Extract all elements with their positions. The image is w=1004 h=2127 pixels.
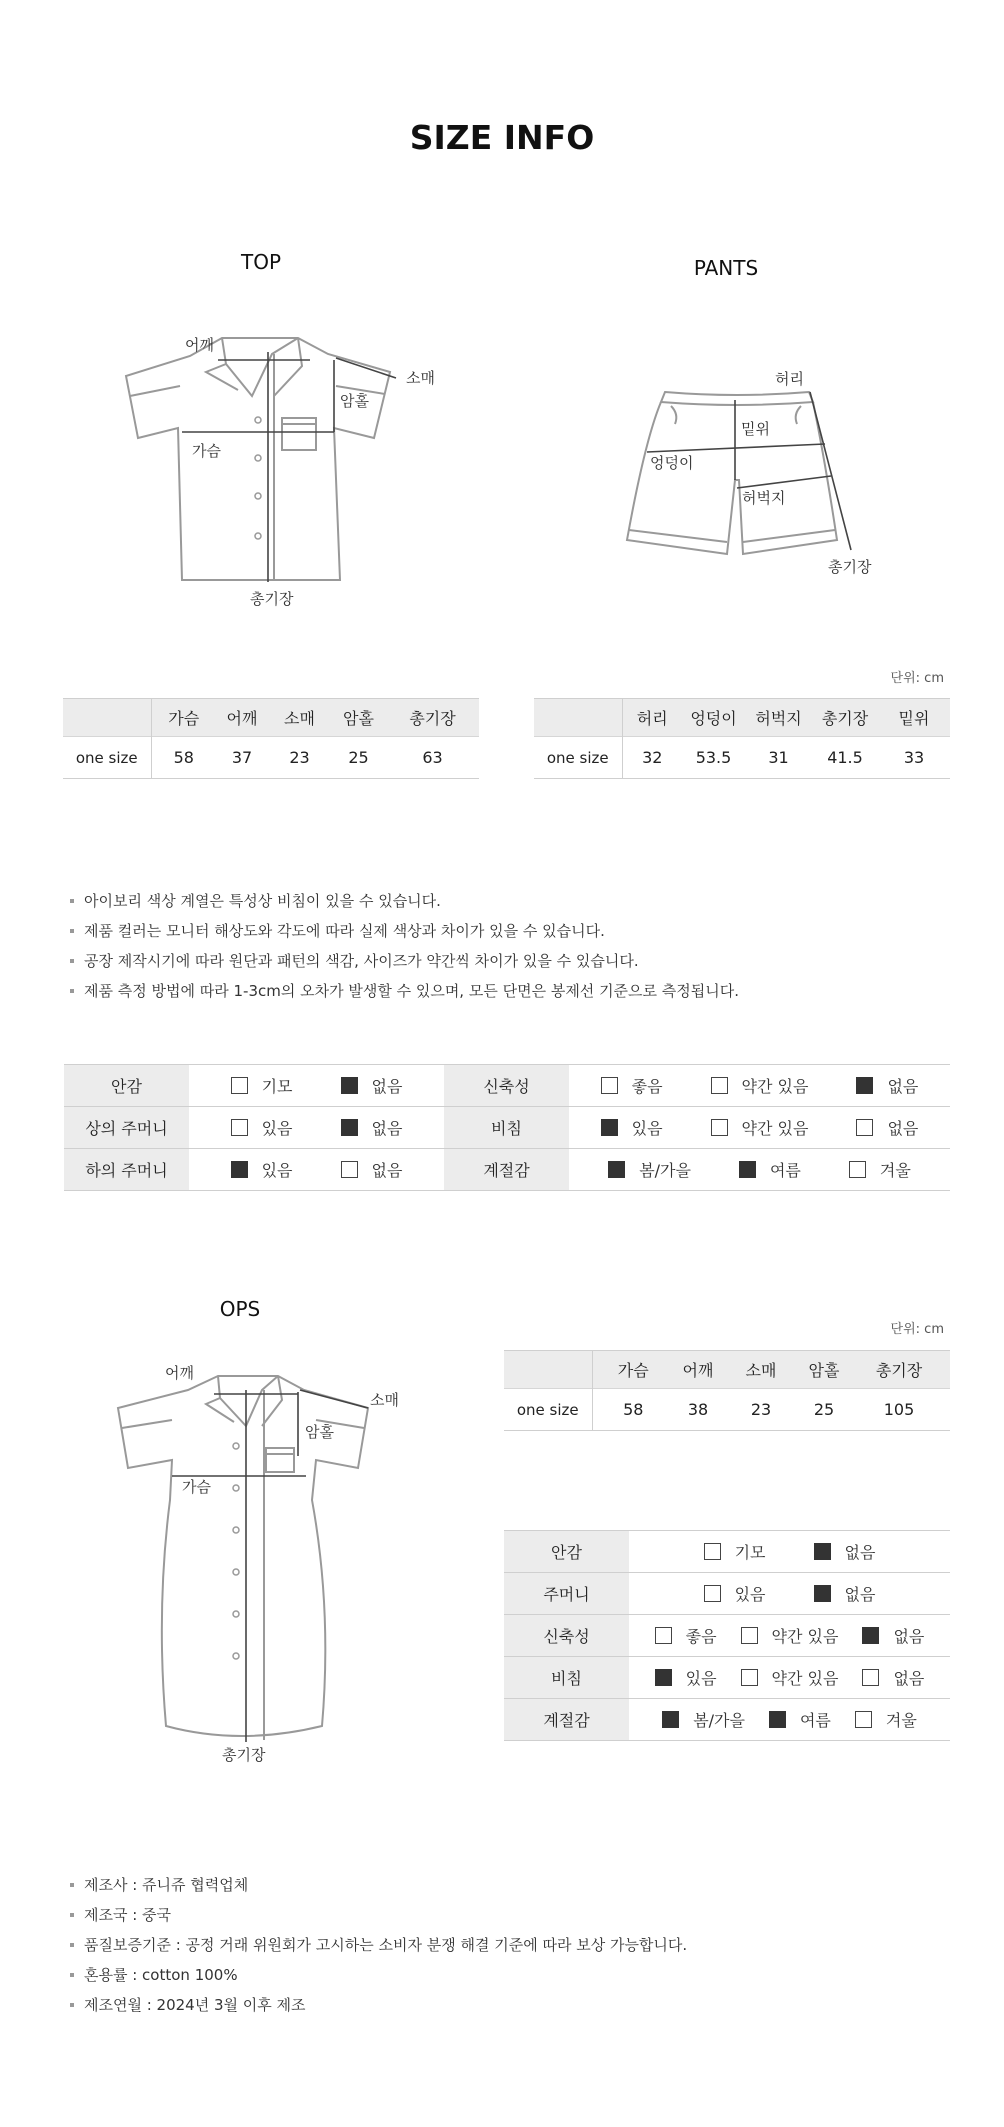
top-chest-label: 가슴 — [192, 442, 221, 460]
table-corner-cell — [534, 699, 622, 737]
list-item: 제품 측정 방법에 따라 1-3cm의 오차가 발생할 수 있으며, 모든 단면은 봉제선 기준으로 측정됩니다. — [70, 976, 739, 1006]
option-label: 있음 — [631, 1118, 663, 1138]
list-item: 품질보증기준 : 공정 거래 위원회가 고시하는 소비자 분쟁 해결 기준에 따라 보상 가능합니다. — [70, 1930, 687, 1960]
list-item: 제조연월 : 2024년 3월 이후 제조 — [70, 1990, 687, 2020]
attr-key: 비침 — [444, 1107, 569, 1149]
table-cell: 23 — [268, 737, 331, 779]
table-cell: 33 — [878, 737, 950, 779]
table-row — [504, 1531, 950, 1573]
row-label: one size — [63, 737, 151, 779]
ops-dress-diagram — [110, 1360, 400, 1760]
table-header-cell: 어깨 — [674, 1351, 722, 1389]
top-length-label: 총기장 — [250, 590, 294, 608]
option-label: 없음 — [893, 1626, 925, 1646]
table-header-cell: 허벅지 — [745, 699, 812, 737]
table-row — [504, 1573, 950, 1615]
page-title: SIZE INFO — [409, 118, 595, 157]
table-cell: 58 — [592, 1389, 674, 1431]
option-label: 있음 — [261, 1118, 293, 1138]
option — [856, 1074, 918, 1097]
option-label: 겨울 — [885, 1710, 917, 1730]
list-item: 혼용률 : cotton 100% — [70, 1960, 687, 1990]
table-cell: 41.5 — [812, 737, 878, 779]
attr-values — [189, 1065, 444, 1107]
option — [608, 1158, 691, 1181]
checkbox-icon — [341, 1161, 358, 1178]
pants-waist-label: 허리 — [775, 370, 804, 388]
checkbox-icon — [231, 1119, 248, 1136]
checkbox-icon — [855, 1711, 872, 1728]
option-label: 봄/가을 — [639, 1160, 691, 1180]
ops-chest-label: 가슴 — [182, 1478, 211, 1496]
option — [741, 1666, 839, 1689]
option-label: 없음 — [371, 1076, 403, 1096]
top-section-label: TOP — [240, 250, 282, 274]
table-header-cell: 소매 — [722, 1351, 800, 1389]
option — [341, 1116, 403, 1139]
checkbox-icon — [814, 1585, 831, 1602]
option — [231, 1116, 293, 1139]
table-cell: 37 — [216, 737, 268, 779]
checkbox-icon — [862, 1627, 879, 1644]
option-label: 겨울 — [879, 1160, 911, 1180]
option-label: 좋음 — [631, 1076, 663, 1096]
option — [856, 1116, 918, 1139]
top-sleeve-label: 소매 — [406, 369, 435, 387]
option-label: 여름 — [769, 1160, 801, 1180]
checkbox-icon — [655, 1627, 672, 1644]
pants-size-table — [534, 698, 950, 779]
option-label: 없음 — [844, 1584, 876, 1604]
table-row — [504, 1699, 950, 1741]
option — [739, 1158, 801, 1181]
option-label: 약간 있음 — [771, 1668, 839, 1688]
option-label: 있음 — [685, 1668, 717, 1688]
attr-values — [569, 1107, 950, 1149]
table-row — [534, 737, 950, 779]
pants-unit-label: 단위: cm — [890, 671, 944, 686]
option — [662, 1708, 745, 1731]
checkbox-icon — [741, 1627, 758, 1644]
table-cell: 23 — [722, 1389, 800, 1431]
ops-length-label: 총기장 — [222, 1746, 266, 1764]
table-corner-cell — [504, 1351, 592, 1389]
table-header-cell: 밑위 — [878, 699, 950, 737]
attr-values — [629, 1699, 950, 1741]
ops-unit-label: 단위: cm — [890, 1322, 944, 1337]
option — [601, 1074, 663, 1097]
table-header-cell: 가슴 — [151, 699, 216, 737]
attr-key: 신축성 — [444, 1065, 569, 1107]
pants-section-label: PANTS — [693, 256, 759, 280]
option-label: 없음 — [887, 1118, 919, 1138]
table-row — [64, 1149, 950, 1191]
attr-values — [569, 1149, 950, 1191]
list-item: 제품 컬러는 모니터 해상도와 각도에 따라 실제 색상과 차이가 있을 수 있습니다. — [70, 916, 739, 946]
attr-key: 신축성 — [504, 1615, 629, 1657]
table-header-cell: 암홀 — [331, 699, 386, 737]
checkbox-icon — [856, 1119, 873, 1136]
list-item: 공장 제작시기에 따라 원단과 패턴의 색감, 사이즈가 약간씩 차이가 있을 수 있습니다. — [70, 946, 739, 976]
top-armhole-label: 암홀 — [340, 392, 369, 410]
checkbox-icon — [662, 1711, 679, 1728]
option-label: 없음 — [371, 1118, 403, 1138]
table-header-cell: 가슴 — [592, 1351, 674, 1389]
checkbox-icon — [769, 1711, 786, 1728]
pants-length-label: 총기장 — [828, 558, 872, 576]
option-label: 없음 — [887, 1076, 919, 1096]
ops-sleeve-label: 소매 — [370, 1391, 399, 1409]
table-row — [63, 737, 479, 779]
option — [849, 1158, 911, 1181]
option — [231, 1158, 293, 1181]
ops-armhole-label: 암홀 — [305, 1423, 334, 1441]
table-header-cell: 총기장 — [848, 1351, 950, 1389]
table-header-cell: 엉덩이 — [682, 699, 745, 737]
option-label: 없음 — [893, 1668, 925, 1688]
option-label: 있음 — [734, 1584, 766, 1604]
checkbox-icon — [741, 1669, 758, 1686]
checkbox-icon — [711, 1077, 728, 1094]
table-header-row — [534, 699, 950, 737]
option-label: 약간 있음 — [741, 1076, 809, 1096]
option-label: 약간 있음 — [741, 1118, 809, 1138]
table-header-cell: 암홀 — [800, 1351, 848, 1389]
option — [655, 1666, 717, 1689]
attr-key: 안감 — [504, 1531, 629, 1573]
checkbox-icon — [704, 1585, 721, 1602]
checkbox-icon — [814, 1543, 831, 1560]
table-header-cell: 총기장 — [812, 699, 878, 737]
checkbox-icon — [231, 1161, 248, 1178]
attr-key: 계절감 — [504, 1699, 629, 1741]
checkbox-icon — [601, 1077, 618, 1094]
list-item: 아이보리 색상 계열은 특성상 비침이 있을 수 있습니다. — [70, 886, 739, 916]
attr-values — [629, 1615, 950, 1657]
checkbox-icon — [711, 1119, 728, 1136]
fabric-attributes-table — [64, 1064, 950, 1191]
attr-values — [629, 1657, 950, 1699]
option — [814, 1540, 876, 1563]
option-label: 있음 — [261, 1160, 293, 1180]
attr-values — [189, 1149, 444, 1191]
ops-size-table — [504, 1350, 950, 1431]
table-header-cell: 소매 — [268, 699, 331, 737]
table-cell: 25 — [800, 1389, 848, 1431]
option — [704, 1582, 766, 1605]
checkbox-icon — [862, 1669, 879, 1686]
table-cell: 53.5 — [682, 737, 745, 779]
attr-values — [629, 1531, 950, 1573]
checkbox-icon — [856, 1077, 873, 1094]
pants-rise-label: 밑위 — [741, 420, 770, 438]
attr-values — [569, 1065, 950, 1107]
row-label: one size — [504, 1389, 592, 1431]
product-info-list — [70, 1870, 687, 2020]
option — [341, 1074, 403, 1097]
checkbox-icon — [601, 1119, 618, 1136]
attr-values — [629, 1573, 950, 1615]
ops-shoulder-label: 어깨 — [165, 1364, 194, 1382]
option — [862, 1624, 924, 1647]
attr-key: 상의 주머니 — [64, 1107, 189, 1149]
table-corner-cell — [63, 699, 151, 737]
table-header-cell: 어깨 — [216, 699, 268, 737]
option-label: 봄/가을 — [693, 1710, 745, 1730]
table-cell: 31 — [745, 737, 812, 779]
checkbox-icon — [231, 1077, 248, 1094]
table-cell: 105 — [848, 1389, 950, 1431]
top-shirt-diagram — [110, 320, 450, 620]
table-row — [64, 1107, 950, 1149]
option — [711, 1116, 809, 1139]
attr-key: 계절감 — [444, 1149, 569, 1191]
option — [655, 1624, 717, 1647]
option-label: 없음 — [371, 1160, 403, 1180]
attr-key: 하의 주머니 — [64, 1149, 189, 1191]
checkbox-icon — [704, 1543, 721, 1560]
table-header-row — [63, 699, 479, 737]
table-row — [64, 1065, 950, 1107]
attr-key: 안감 — [64, 1065, 189, 1107]
option — [769, 1708, 831, 1731]
attr-key: 비침 — [504, 1657, 629, 1699]
option — [231, 1074, 293, 1097]
attr-key: 주머니 — [504, 1573, 629, 1615]
care-notes-list — [70, 886, 739, 1006]
pants-thigh-label: 허벅지 — [742, 489, 786, 507]
table-row — [504, 1657, 950, 1699]
checkbox-icon — [739, 1161, 756, 1178]
row-label: one size — [534, 737, 622, 779]
table-cell: 38 — [674, 1389, 722, 1431]
option — [741, 1624, 839, 1647]
table-cell: 58 — [151, 737, 216, 779]
pants-hip-label: 엉덩이 — [650, 454, 694, 472]
table-row — [504, 1615, 950, 1657]
option — [341, 1158, 403, 1181]
checkbox-icon — [655, 1669, 672, 1686]
table-cell: 32 — [622, 737, 682, 779]
ops-attributes-table — [504, 1530, 950, 1741]
checkbox-icon — [849, 1161, 866, 1178]
option-label: 기모 — [734, 1542, 766, 1562]
option — [814, 1582, 876, 1605]
table-row — [504, 1389, 950, 1431]
table-cell: 25 — [331, 737, 386, 779]
option-label: 여름 — [799, 1710, 831, 1730]
checkbox-icon — [608, 1161, 625, 1178]
attr-values — [189, 1107, 444, 1149]
table-cell: 63 — [386, 737, 479, 779]
checkbox-icon — [341, 1119, 358, 1136]
top-size-table — [63, 698, 479, 779]
table-header-row — [504, 1351, 950, 1389]
option — [601, 1116, 663, 1139]
option-label: 기모 — [261, 1076, 293, 1096]
option-label: 약간 있음 — [771, 1626, 839, 1646]
checkbox-icon — [341, 1077, 358, 1094]
list-item: 제조사 : 쥬니쥬 협력업체 — [70, 1870, 687, 1900]
table-header-cell: 총기장 — [386, 699, 479, 737]
option — [711, 1074, 809, 1097]
option — [855, 1708, 917, 1731]
list-item: 제조국 : 중국 — [70, 1900, 687, 1930]
table-header-cell: 허리 — [622, 699, 682, 737]
option — [704, 1540, 766, 1563]
option-label: 없음 — [844, 1542, 876, 1562]
top-shoulder-label: 어깨 — [185, 336, 214, 354]
ops-section-label: OPS — [219, 1297, 261, 1321]
option — [862, 1666, 924, 1689]
option-label: 좋음 — [685, 1626, 717, 1646]
